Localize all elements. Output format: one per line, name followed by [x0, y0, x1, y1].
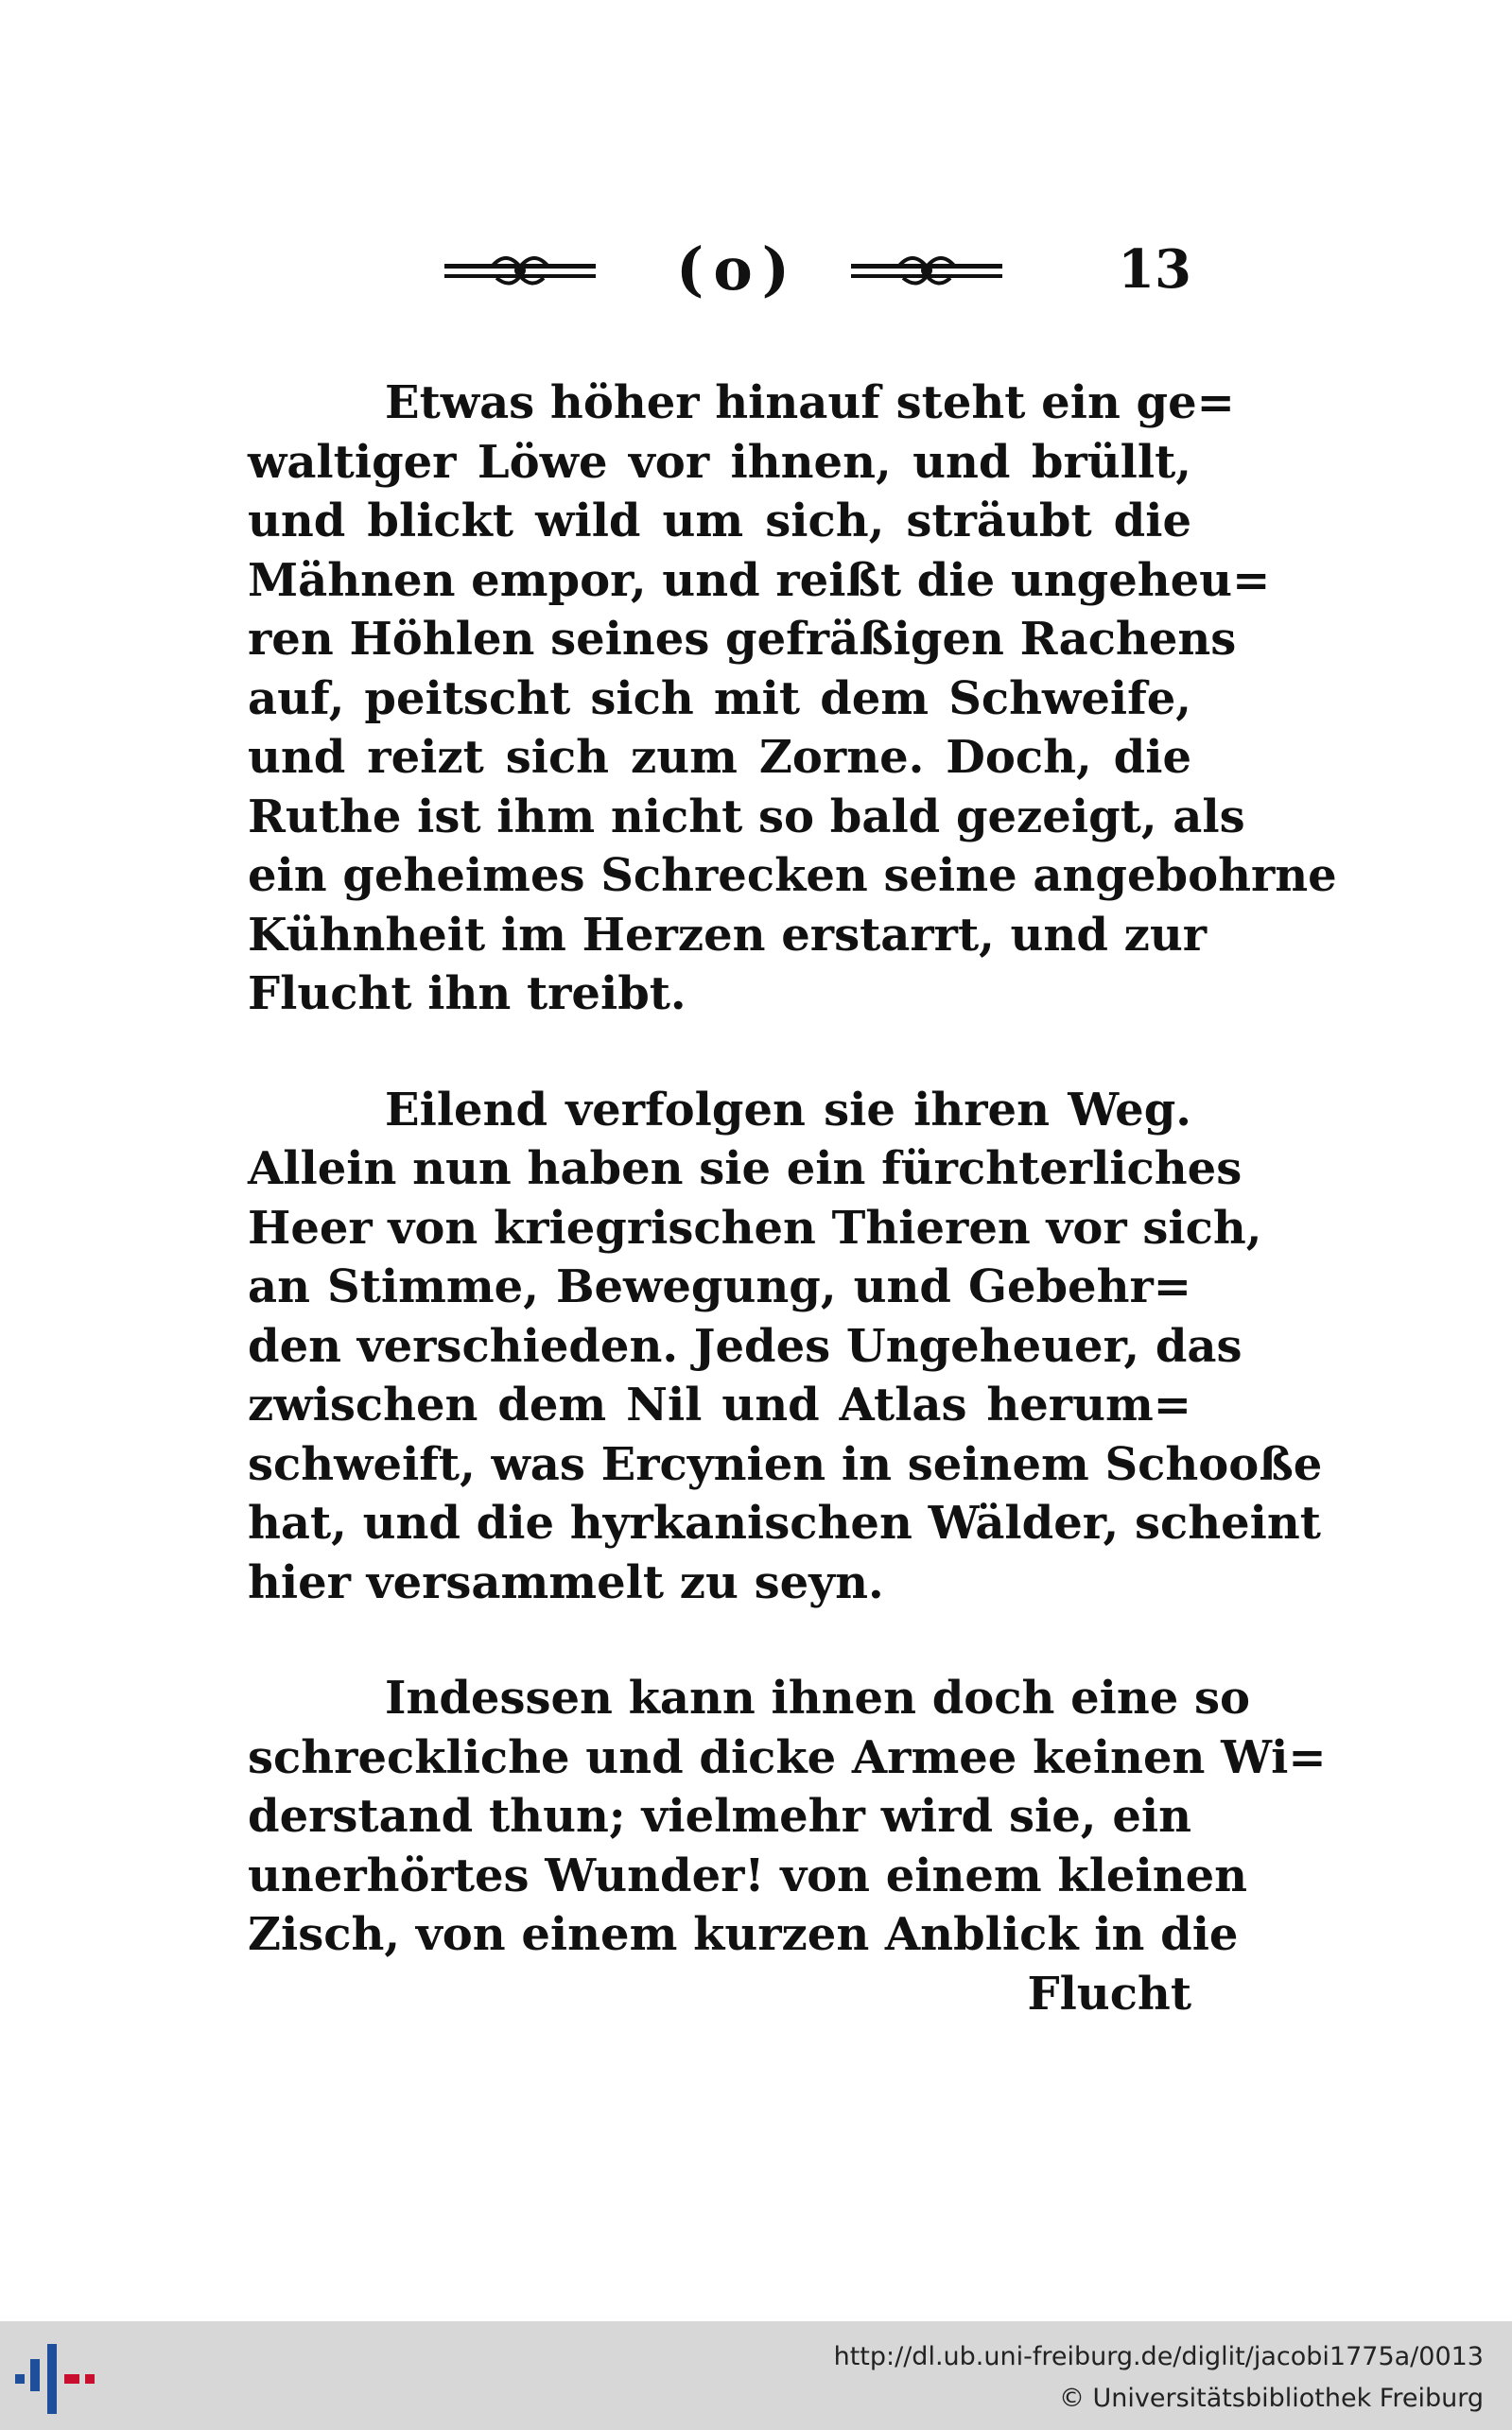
library-logo-icon: [15, 2338, 100, 2414]
source-url-link[interactable]: http://dl.ub.uni-freiburg.de/diglit/jacobi1775a/0013: [833, 2342, 1484, 2371]
paragraph-3: [248, 1669, 1327, 2023]
text-line: und reizt sich zum Zorne. Doch, die: [248, 731, 1191, 784]
text-line: Allein nun haben sie ein fürchterliches: [248, 1142, 1243, 1195]
text-line: und blickt wild um sich, sträubt die: [248, 495, 1191, 547]
text-line: ein geheimes Schrecken seine angebohrne: [248, 849, 1337, 902]
text-line: Mähnen empor, und reißt die ungeheu=: [248, 553, 1271, 607]
text-line: schreckliche und dicke Armee keinen Wi=: [248, 1730, 1327, 1784]
text-line: Heer von kriegrischen Thieren vor sich,: [248, 1201, 1262, 1255]
text-line: hat, und die hyrkanischen Wälder, scheint: [248, 1497, 1321, 1550]
paragraph-2: [248, 1081, 1323, 1613]
viewer-footer: [0, 2321, 1512, 2430]
text-line: zwischen dem Nil und Atlas herum=: [248, 1379, 1191, 1432]
text-line: Ruthe ist ihm nicht so bald gezeigt, als: [248, 790, 1245, 843]
text-line: Eilend verfolgen sie ihren Weg.: [385, 1083, 1191, 1137]
text-line: auf, peitscht sich mit dem Schweife,: [248, 671, 1191, 725]
text-line: unerhörtes Wunder! von einem kleinen: [248, 1849, 1248, 1902]
left-ornament-icon: [444, 248, 596, 289]
text-line: Etwas höher hinauf steht ein ge=: [385, 376, 1235, 429]
text-line: derstand thun; vielmehr wird sie, ein: [248, 1790, 1191, 1843]
text-line: schweift, was Ercynien in seinem Schooße: [248, 1437, 1323, 1491]
text-line: waltiger Löwe vor ihnen, und brüllt,: [248, 435, 1191, 489]
text-line: Kühnheit im Herzen erstarrt, und zur: [248, 908, 1208, 962]
page-number: 13: [1118, 238, 1191, 301]
body-text: [248, 373, 1337, 2080]
running-header: [444, 227, 1191, 312]
right-ornament-icon: [851, 248, 1002, 289]
text-line: den verschieden. Jedes Ungeheuer, das: [248, 1319, 1243, 1373]
paragraph-1: [248, 373, 1337, 1024]
text-line: hier versammelt zu seyn.: [248, 1555, 884, 1609]
catchword: Flucht: [1027, 1967, 1191, 2021]
copyright-notice: © Universitätsbibliothek Freiburg: [1058, 2384, 1484, 2413]
text-line: ren Höhlen seines gefräßigen Rachens: [248, 613, 1237, 666]
text-line: Indessen kann ihnen doch eine so: [385, 1672, 1251, 1725]
text-line: an Stimme, Bewegung, und Gebehr=: [248, 1260, 1191, 1313]
page-mark: (o): [675, 234, 800, 304]
text-line: Zisch, von einem kurzen Anblick in die: [248, 1908, 1239, 1961]
text-line: Flucht ihn treibt.: [248, 967, 686, 1020]
